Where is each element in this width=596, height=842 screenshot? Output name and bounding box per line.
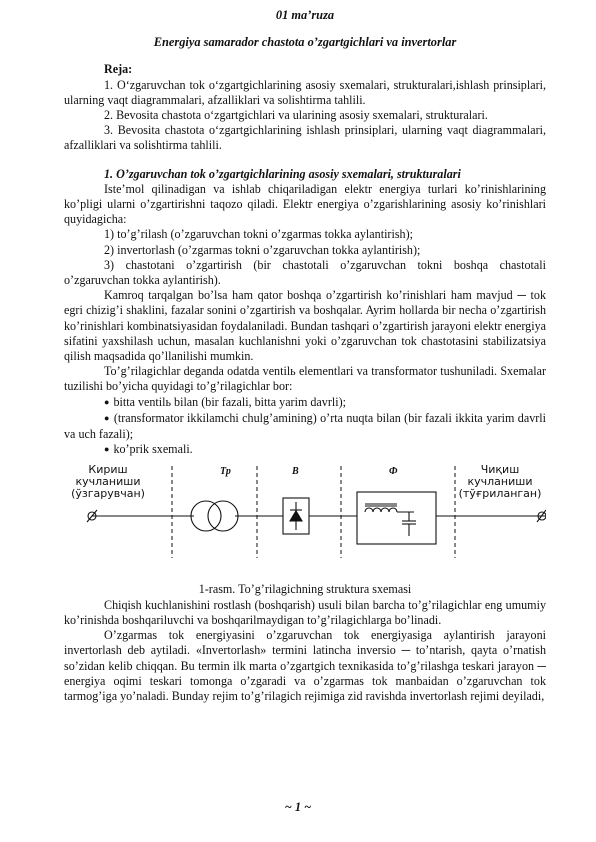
bullet-item: ● ko’prik sxemali. xyxy=(64,442,546,458)
bullet-icon xyxy=(104,411,114,425)
diagram-svg xyxy=(64,460,546,580)
rectifier-block-diagram xyxy=(64,460,546,580)
section-heading: 1. O’zgaruvchan tok o’zgartgichlarining asosiy sxemalari, strukturalari xyxy=(104,166,461,181)
filter-lc-icon xyxy=(357,492,436,544)
paragraph: Chiqish kuchlanishini rostlash (boshqarish) usuli bilan barcha to’g’rilagichlar eng umumiy ko’rinishda boshqariluvchi va boshqarilmaydigan to’g’rilagichlarga bo’linadi. xyxy=(64,597,546,627)
document-title: Energiya samarador chastota o’zgartgichlari va invertorlar xyxy=(153,35,457,50)
plan-label: Reja: xyxy=(104,62,133,77)
plan-item-1: 1. O‘zgaruvchan tok o‘zgartgichlarining asosiy sxemalari, strukturalari,ishlash prinsiplari, ularning vaqt diagrammalari, afzalliklari va solishtirma tahlili. xyxy=(64,77,546,107)
page-number: ~ 1 ~ xyxy=(284,800,312,814)
document-page xyxy=(64,8,546,704)
paragraph: Iste’mol qilinadigan va ishlab chiqariladigan elektr energiya turlari ko’rinishlarining ko’pligi ularni o’zgartirishni taqozo qiladi. Elektr energiya o’zgarishlarining asosiy ko’rinishlari quyidagicha: xyxy=(64,181,546,227)
plan-item-3: 3. Bevosita chastota o‘zgartgichlarining ishlash prinsiplari, ularning vaqt diagrammalari, afzalliklari va solishtirma tahlili. xyxy=(64,123,546,153)
paragraph: To’g’rilagichlar deganda odatda ventilь elementlari va transformator tushuniladi. Sxemalar tuzilishi bo’yicha quyidagi to’g’rilagichlar bor: xyxy=(64,364,546,394)
bullet-item: ● bitta ventilь bilan (bir fazali, bitta yarim davrli); xyxy=(64,395,546,411)
plan-item-2: 2. Bevosita chastota o‘zgartgichlari va ularining asosiy sxemalari, strukturalari. xyxy=(104,108,488,123)
input-label-line-1: Кириш xyxy=(88,463,128,477)
output-label-line-3: (тўғриланган) xyxy=(458,487,542,501)
list-item: 3) chastotani o’zgartirish (bir chastotali o’zgaruvchan tokni boshqa chastotali o’zgaruvchan tokka aylantirish). xyxy=(64,257,546,288)
filter-label: Ф xyxy=(389,466,398,478)
bullet-item: ● (transformator ikkilamchi chulg’amining) o’rta nuqta bilan (bir fazali ikkita yarim davrli va uch fazali); xyxy=(64,411,546,442)
rectifier-diode-icon xyxy=(283,498,309,534)
output-label-line-1: Чиқиш xyxy=(480,463,520,477)
transformer-icon xyxy=(191,501,238,531)
transformer-label: Тр xyxy=(220,466,231,478)
input-label-line-3: (ўзгарувчан) xyxy=(71,487,145,501)
paragraph: O’zgarmas tok energiyasini o’zgaruvchan tok energiyasiga aylantirish jarayoni invertorlash deb aytiladi. «Invertorlash» termini latincha inversio ─ to’ntarish, qayta o’rnatish so’zidan kelib chiqqan. Bu termin ilk marta o’zgartgich texnikasida to’g’rilashga teskari jarayon ─ energiya oqimi teskari tomonga o’zgaradi va o’zgarmas tok manbaidan o’zgaruvchan tok tarmog’iga yo’naladi. Bunday rejim to’g’rilagich rejimiga zid ravishda invertorlash rejimi deyiladi, xyxy=(64,628,546,703)
rectifier-label: В xyxy=(292,466,299,478)
list-item: 2) invertorlash (o’zgarmas tokni o’zgaruvchan tokka aylantirish); xyxy=(104,242,421,257)
lecture-number: 01 ma’ruza xyxy=(275,8,335,22)
list-item: 1) to’g’rilash (o’zgaruvchan tokni o’zgarmas tokka aylantirish); xyxy=(104,227,413,242)
input-label-line-2: кучланиши xyxy=(75,475,141,489)
output-label-line-2: кучланиши xyxy=(467,475,533,489)
figure-caption: 1-rasm. To’g’rilagichning struktura sxemasi xyxy=(198,582,412,597)
paragraph: Kamroq tarqalgan bo’lsa ham qator boshqa o’zgartirish ko’rinishlari ham mavjud ─ tok egri chizig’i shaklini, fazalar sonini o’zgartirish va boshqalar. Ayrim hollarda bir necha o’zgartirish ko’rinishlari kombinatsiyasidan foydalaniladi. Bundan tashqari o’zgartirish jarayoni elektr energiya sifatini yaxshilash uchun, masalan kuchlanishni yoki o’zgaruvchan tok chastotasini stabilizatsiya qilish maqsadida qo’llanilishi mumkin. xyxy=(64,288,546,364)
input-terminal-icon xyxy=(87,510,97,522)
